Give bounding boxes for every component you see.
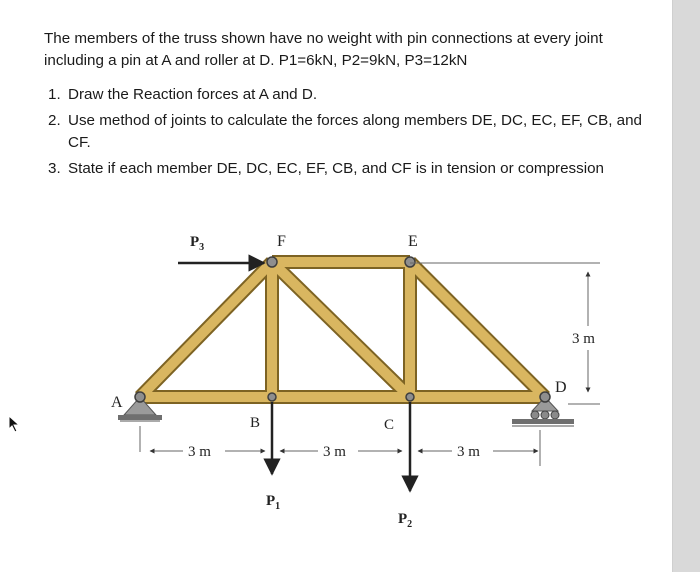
task-number: 1. — [48, 86, 61, 103]
label-span-cd: 3 m — [457, 444, 480, 460]
task-text: Draw the Reaction forces at A and D. — [68, 86, 318, 103]
pin-f — [267, 257, 277, 267]
pin-c — [406, 393, 414, 401]
task-text: State if each member DE, DC, EC, EF, CB, and CF is in tension or compression — [68, 160, 604, 177]
label-a: A — [111, 394, 123, 411]
truss-diagram — [100, 225, 620, 545]
task-item — [44, 158, 654, 180]
mouse-pointer-icon — [8, 415, 22, 433]
task-item — [44, 110, 654, 154]
pin-a — [135, 392, 145, 402]
task-list — [44, 84, 654, 180]
member-fc — [272, 262, 410, 397]
pin-d — [540, 392, 550, 402]
truss-members — [140, 262, 545, 397]
problem-intro: The members of the truss shown have no weight with pin connections at every joint including a pin at A and roller at D. P1=6kN, P2=9kN, P3=12kN — [44, 30, 603, 69]
label-e: E — [408, 233, 418, 250]
label-span-bc: 3 m — [323, 444, 346, 460]
label-f: F — [277, 233, 286, 250]
pin-e — [405, 257, 415, 267]
background-strip — [673, 0, 700, 572]
label-p2: $P_2$ — [398, 511, 413, 530]
label-b: B — [250, 415, 261, 431]
task-text: Use method of joints to calculate the forces along members DE, DC, EC, EF, CB, and CF. — [68, 112, 643, 151]
load-arrows — [178, 263, 410, 491]
task-item — [44, 84, 654, 106]
task-number: 2. — [48, 112, 61, 129]
problem-text — [44, 28, 654, 184]
label-p3: $P_3$ — [190, 234, 205, 253]
task-number: 3. — [48, 160, 61, 177]
member-af — [140, 262, 272, 397]
label-height-dim: 3 m — [572, 331, 595, 347]
label-p1: $P_1$ — [266, 493, 281, 512]
pin-b — [268, 393, 276, 401]
label-span-ab: 3 m — [188, 444, 211, 460]
label-c: C — [384, 417, 395, 433]
label-d: D — [555, 379, 567, 396]
member-ed — [410, 262, 545, 397]
